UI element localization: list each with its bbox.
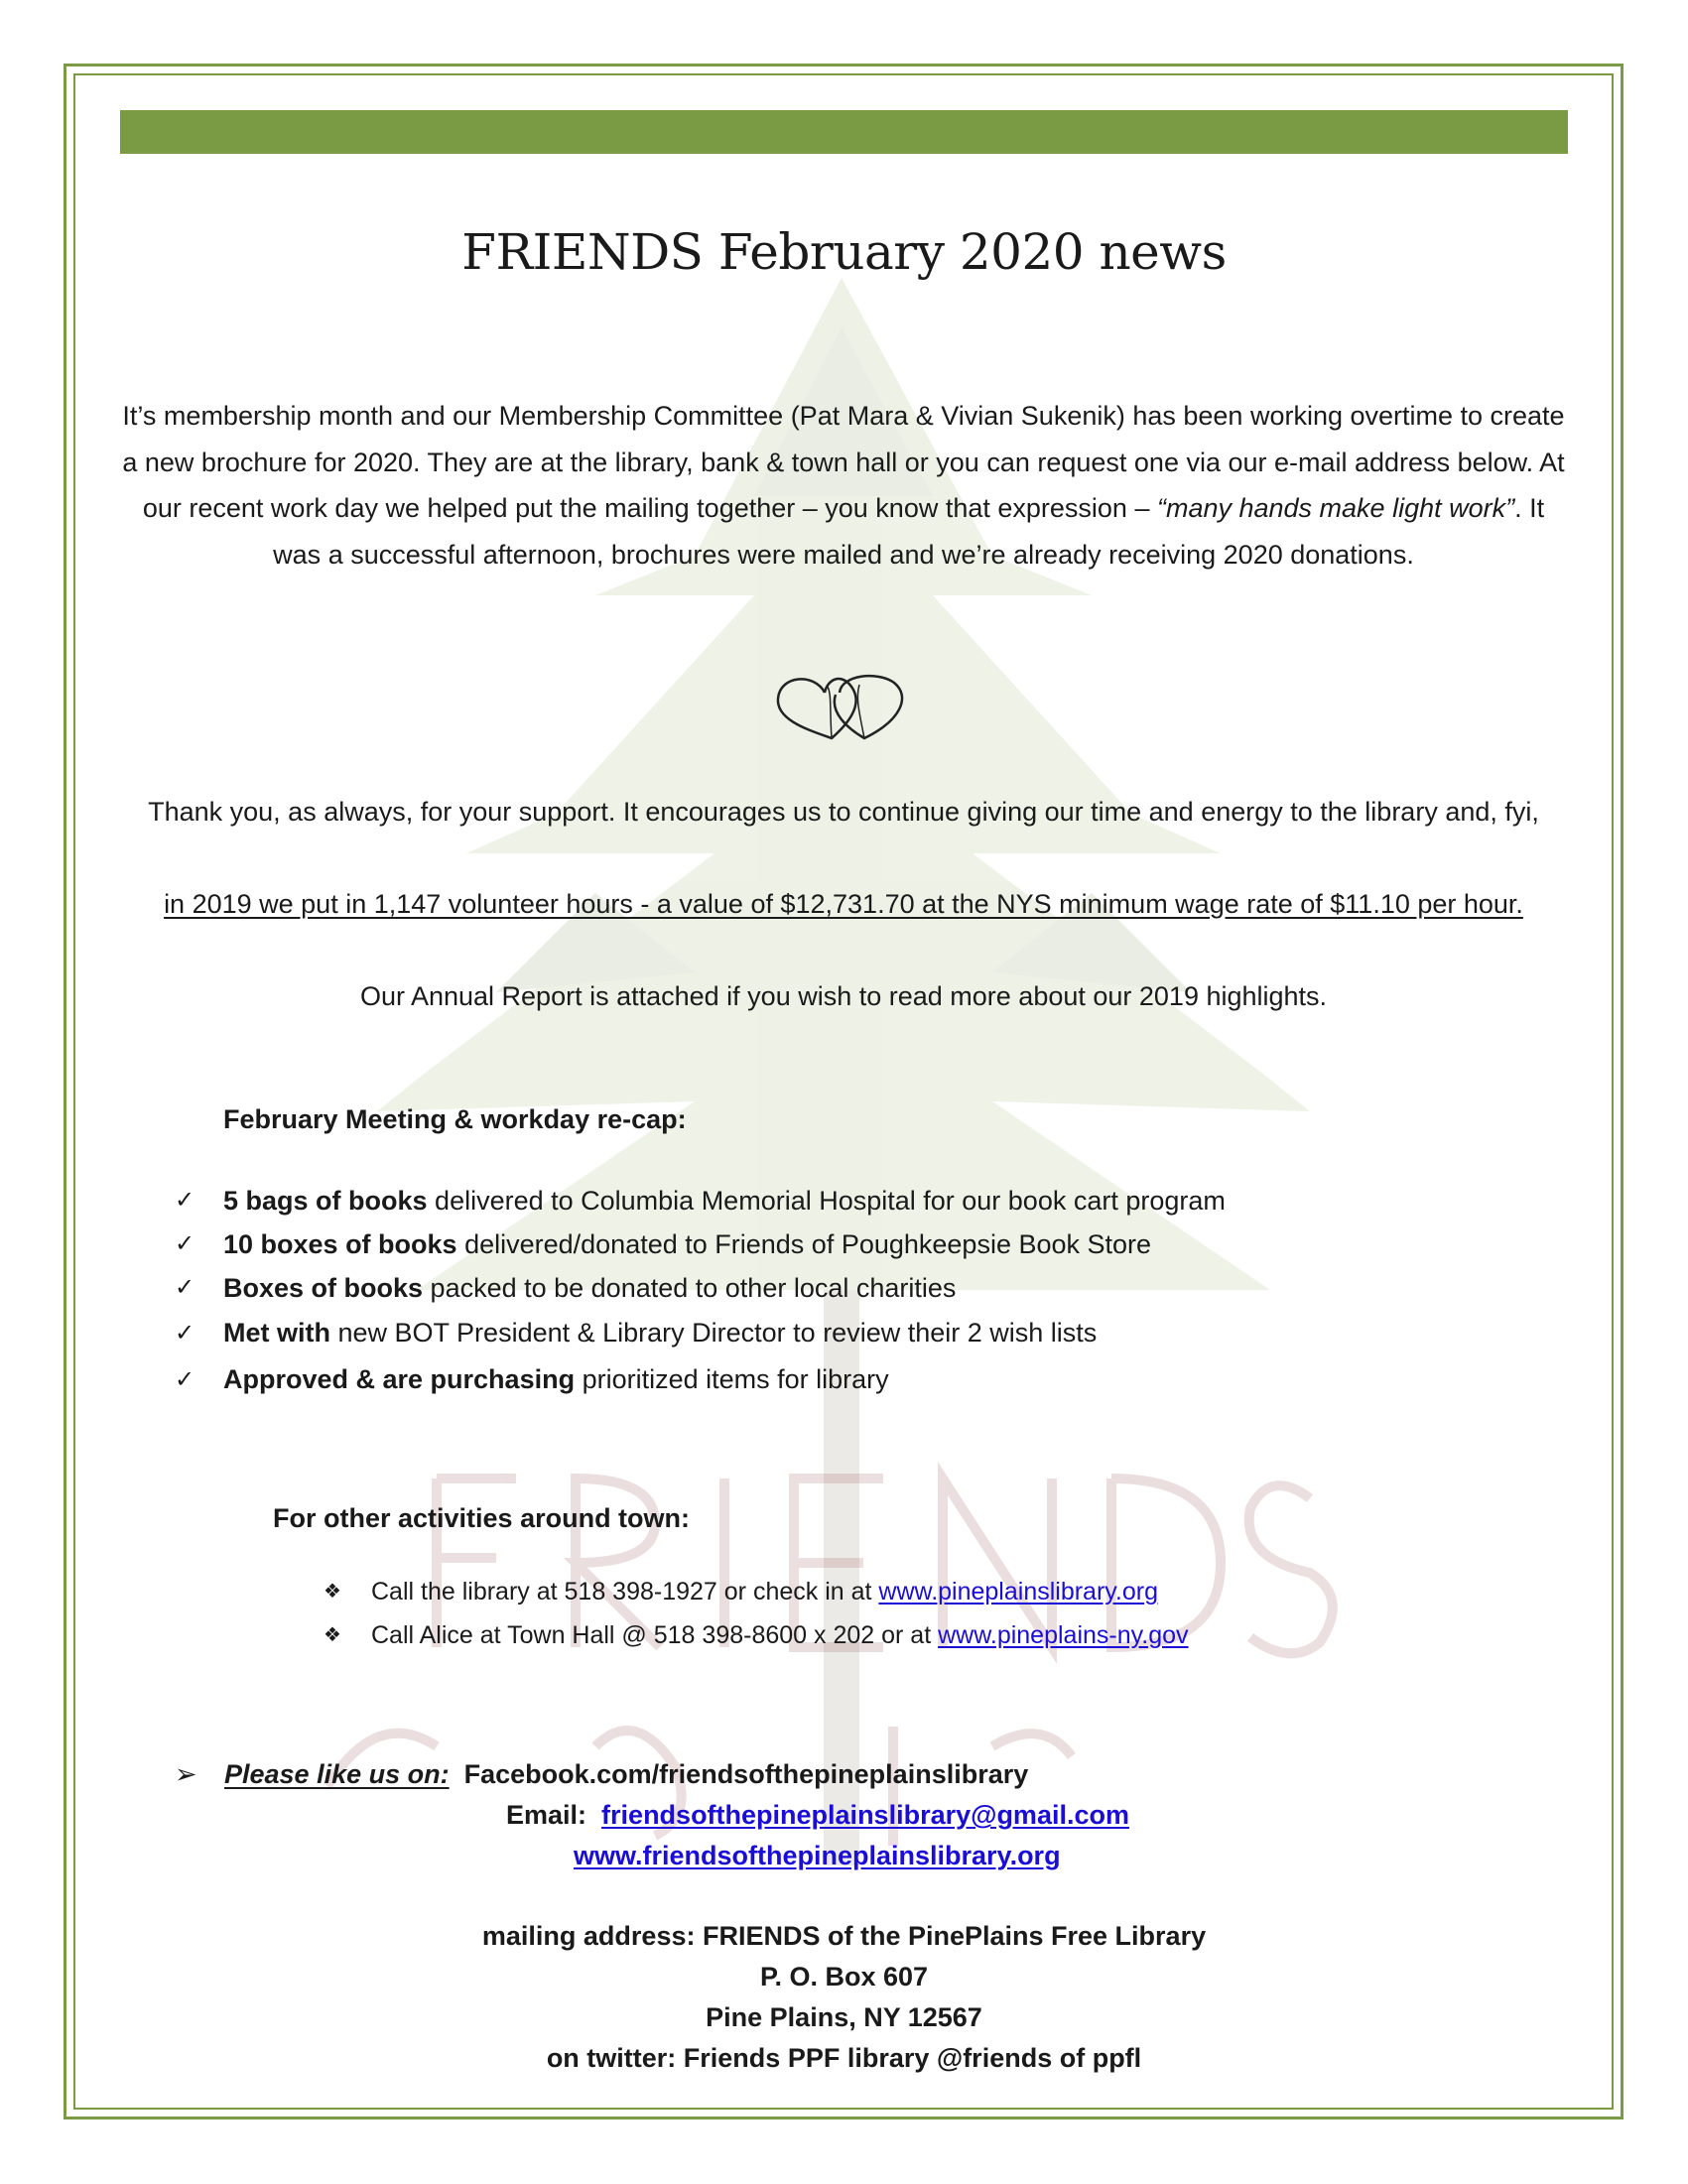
email-label: Email: <box>506 1800 587 1830</box>
checkmark-icon: ✓ <box>175 1366 195 1393</box>
list-item: ✓ Met with new BOT President & Library Director to review their 2 wish lists <box>169 1310 1226 1356</box>
diamond-bullet-icon: ❖ <box>324 1624 341 1646</box>
email-line <box>506 1795 1129 1836</box>
volunteer-hours-highlight: in 2019 we put in 1,147 volunteer hours - a value of $12,731.70 at the NYS minimum wage rate of $11.10 per hour. <box>164 889 1523 919</box>
intro-text-2: . It was a successful afternoon, brochures were mailed and we’re already receiving 2020 donations. <box>273 493 1545 570</box>
list-item: ❖ Call Alice at Town Hall @ 518 398-8600 x 202 or at www.pineplains-ny.gov <box>324 1613 1189 1657</box>
list-item: ✓ Approved & are purchasing prioritized items for library <box>169 1356 1226 1403</box>
list-item: ❖ Call the library at 518 398-1927 or check in at www.pineplainslibrary.org <box>324 1570 1189 1613</box>
checkmark-icon: ✓ <box>175 1274 195 1301</box>
intro-paragraph <box>119 393 1568 578</box>
list-item: ✓ 10 boxes of books delivered/donated to Friends of Poughkeepsie Book Store <box>169 1222 1226 1266</box>
recap-heading: February Meeting & workday re-cap: <box>223 1104 687 1134</box>
town-list <box>324 1570 1189 1657</box>
list-item: ✓ Boxes of books packed to be donated to other local charities <box>169 1266 1226 1310</box>
mailing-address-line3: Pine Plains, NY 12567 <box>706 2002 982 2032</box>
facebook-line <box>175 1754 1028 1795</box>
page-title: FRIENDS February 2020 news <box>461 223 1227 281</box>
recap-list <box>169 1179 1226 1403</box>
diamond-bullet-icon: ❖ <box>324 1581 341 1603</box>
twitter-line: on twitter: Friends PPF library @friends of ppfl <box>546 2043 1142 2073</box>
checkmark-icon: ✓ <box>175 1187 195 1214</box>
list-item: ✓ 5 bags of books delivered to Columbia Memorial Hospital for our book cart program <box>169 1179 1226 1222</box>
hearts-icon <box>770 665 919 744</box>
annual-report-note: Our Annual Report is attached if you wish to read more about our 2019 highlights. <box>359 981 1328 1011</box>
checkmark-icon: ✓ <box>175 1230 195 1257</box>
town-website-link[interactable]: www.pineplains-ny.gov <box>938 1621 1189 1649</box>
mailing-address-line2: P. O. Box 607 <box>759 1962 929 1991</box>
website-line <box>574 1836 1061 1876</box>
facebook-link[interactable]: Facebook.com/friendsofthepineplainslibrary <box>463 1759 1029 1789</box>
email-link[interactable]: friendsofthepineplainslibrary@gmail.com <box>601 1800 1129 1830</box>
header-accent-bar <box>120 110 1568 154</box>
library-website-link[interactable]: www.pineplainslibrary.org <box>878 1578 1159 1606</box>
arrow-bullet-icon: ➢ <box>175 1759 197 1789</box>
thanks-paragraph: Thank you, as always, for your support. It encourages us to continue giving our time and energy to the library and, fyi, <box>148 797 1539 827</box>
like-us-label: Please like us on: <box>224 1759 450 1789</box>
mailing-address-line1: mailing address: FRIENDS of the PinePlains Free Library <box>481 1921 1207 1951</box>
checkmark-icon: ✓ <box>175 1320 195 1347</box>
intro-quote: “many hands make light work” <box>1156 493 1515 523</box>
intro-text-1: It’s membership month and our Membership Committee (Pat Mara & Vivian Sukenik) has been working overtime to create a new brochure for 2020. They are at the library, bank & town hall or you can request one via our e-mail address below. At our recent work day we helped put the mailing together – you know that expression – <box>122 401 1565 523</box>
friends-website-link[interactable]: www.friendsofthepineplainslibrary.org <box>574 1841 1061 1870</box>
town-heading: For other activities around town: <box>273 1503 691 1533</box>
